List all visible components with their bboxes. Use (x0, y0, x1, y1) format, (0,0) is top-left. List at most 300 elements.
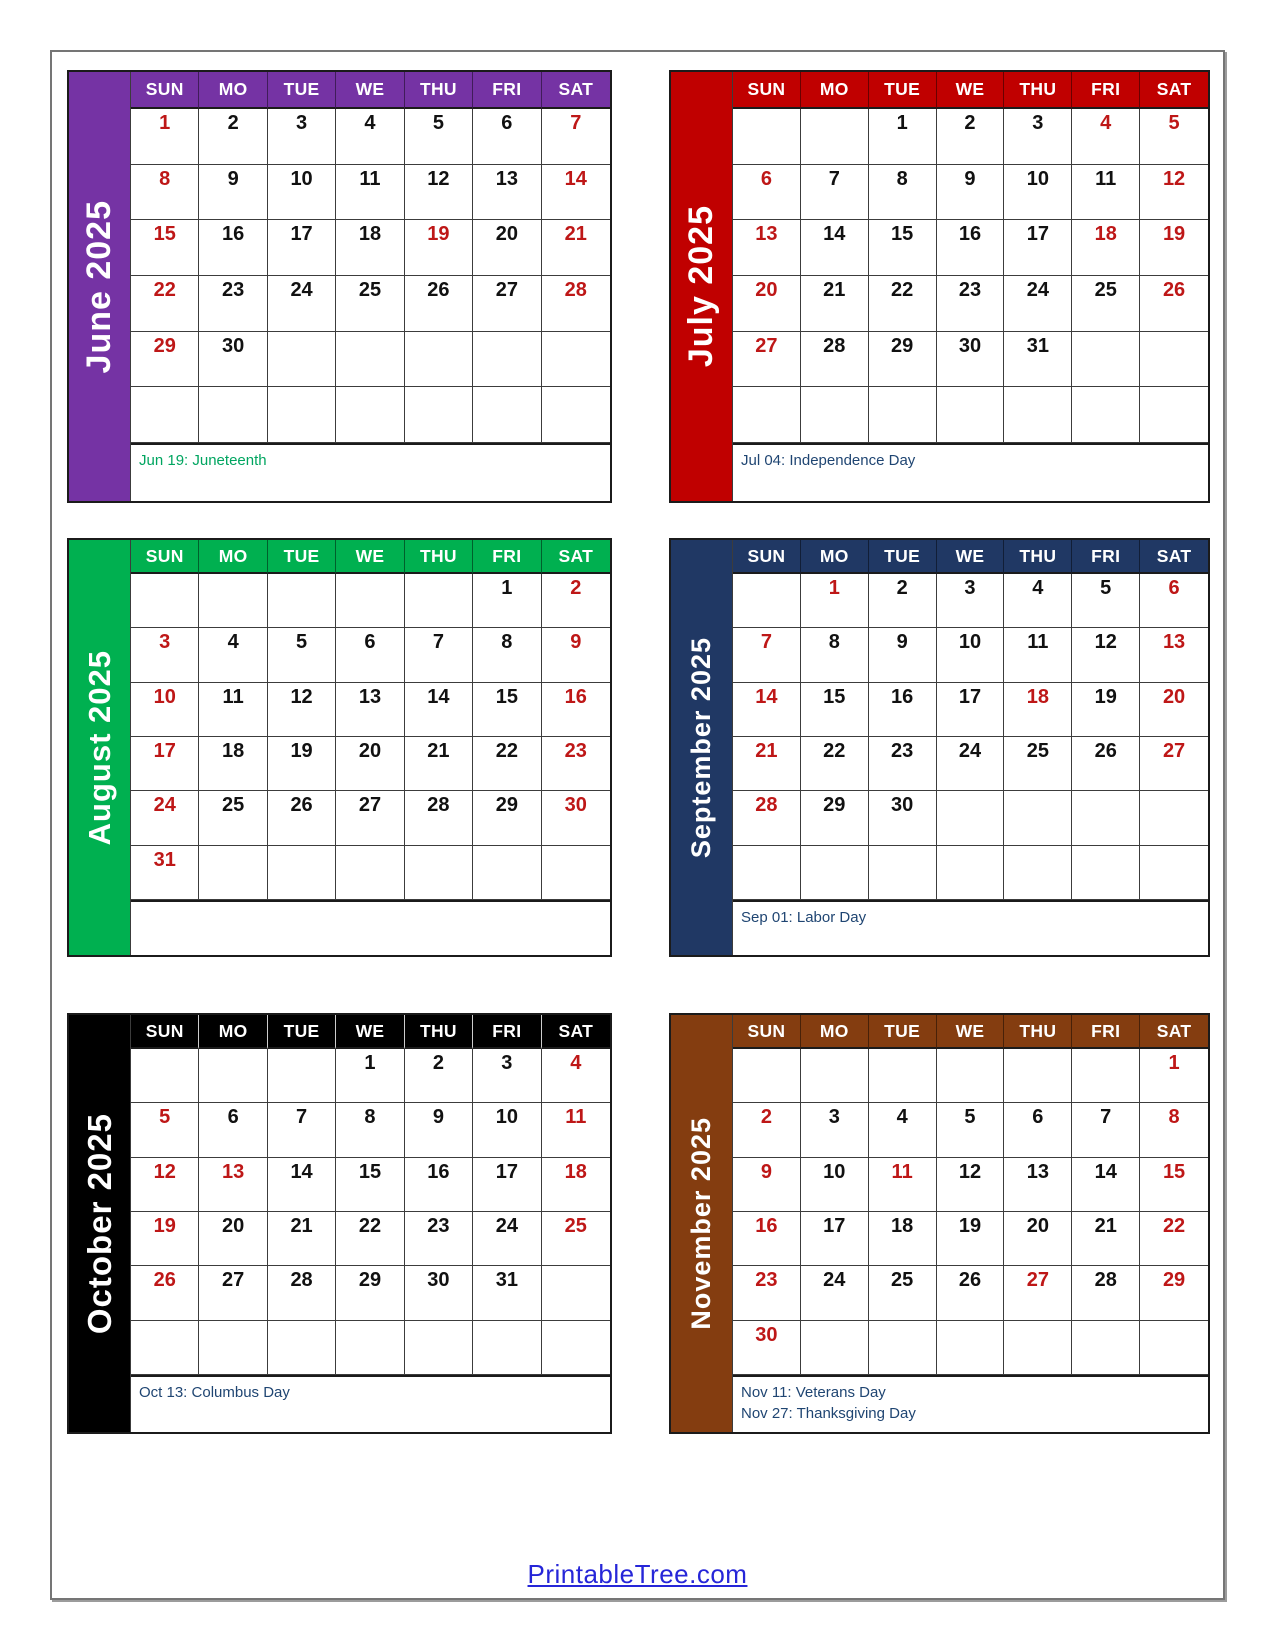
date-cell (1140, 1158, 1208, 1212)
date-cell (199, 109, 267, 165)
date-cell (268, 628, 336, 682)
date-cell (473, 276, 541, 332)
date-cell (869, 1266, 937, 1320)
date-cell (937, 332, 1005, 388)
date-cell (131, 1103, 199, 1157)
date-number: 27 (495, 279, 518, 301)
date-number: 18 (564, 1160, 587, 1183)
date-number: 27 (222, 1269, 245, 1292)
day-header-thu: THU (405, 540, 473, 574)
date-cell (268, 1266, 336, 1320)
holiday-notes (733, 1375, 1208, 1432)
date-cell (801, 737, 869, 791)
date-cell (542, 1266, 610, 1320)
date-number: 13 (1026, 1160, 1049, 1183)
holiday-notes (733, 443, 1208, 501)
day-header-we: WE (937, 540, 1005, 574)
day-header-sun: SUN (131, 1015, 199, 1049)
day-header-sat: SAT (542, 540, 610, 574)
date-cell (1072, 332, 1140, 388)
date-cell (1140, 165, 1208, 221)
day-header-we: WE (336, 72, 404, 109)
date-cell (268, 109, 336, 165)
date-number: 4 (1100, 112, 1112, 134)
date-cell (131, 1049, 199, 1103)
day-header-mo: MO (801, 1015, 869, 1049)
date-cell (268, 574, 336, 628)
date-cell (1072, 628, 1140, 682)
month-label: July 2025 (682, 205, 720, 368)
date-number: 1 (828, 577, 840, 599)
date-cell (1072, 1321, 1140, 1375)
day-header-fri: FRI (473, 1015, 541, 1049)
holiday-note: Sep 01: Labor Day (741, 908, 867, 926)
date-cell (1004, 1049, 1072, 1103)
footer (52, 1559, 1223, 1590)
date-cell (1004, 574, 1072, 628)
date-cell (1004, 220, 1072, 276)
date-number: 29 (495, 794, 518, 817)
date-cell (473, 1049, 541, 1103)
date-cell (1004, 846, 1072, 900)
date-cell (405, 220, 473, 276)
date-cell (1004, 791, 1072, 845)
date-cell (542, 737, 610, 791)
date-cell (199, 574, 267, 628)
date-number: 30 (222, 334, 245, 357)
date-cell (801, 276, 869, 332)
date-cell (937, 1049, 1005, 1103)
day-header-thu: THU (1004, 540, 1072, 574)
date-cell (199, 276, 267, 332)
date-cell (336, 737, 404, 791)
date-number: 8 (828, 631, 840, 654)
date-number: 14 (427, 685, 450, 708)
date-number: 29 (153, 334, 176, 357)
date-cell (405, 1212, 473, 1266)
date-cell (1140, 791, 1208, 845)
date-cell (336, 1103, 404, 1157)
date-cell (733, 165, 801, 221)
date-number: 2 (570, 577, 582, 599)
date-number: 9 (760, 1160, 772, 1183)
date-number: 16 (891, 685, 914, 708)
date-number: 22 (891, 279, 914, 301)
date-cell (473, 1103, 541, 1157)
date-number: 17 (290, 223, 313, 246)
month-sidebar (69, 1015, 131, 1432)
date-number: 21 (755, 739, 778, 762)
date-number: 21 (290, 1214, 313, 1237)
date-cell (405, 628, 473, 682)
date-number: 7 (828, 167, 840, 190)
date-number: 20 (358, 739, 382, 762)
date-number: 24 (290, 279, 313, 301)
date-number: 13 (495, 167, 518, 190)
date-number: 2 (964, 112, 976, 134)
date-number: 10 (823, 1160, 846, 1183)
date-cell (405, 1103, 473, 1157)
date-number: 2 (432, 1052, 444, 1074)
date-cell (268, 165, 336, 221)
date-cell (733, 1049, 801, 1103)
date-number: 7 (1100, 1106, 1112, 1129)
date-cell (937, 791, 1005, 845)
date-cell (1072, 683, 1140, 737)
date-cell (869, 737, 937, 791)
date-number: 17 (958, 685, 982, 708)
date-cell (801, 1212, 869, 1266)
date-cell (336, 109, 404, 165)
date-number: 25 (222, 794, 245, 817)
day-header-sat: SAT (1140, 72, 1208, 109)
date-cell (405, 109, 473, 165)
date-cell (542, 332, 610, 388)
holiday-note: Nov 11: Veterans Day (741, 1383, 886, 1401)
date-cell (473, 683, 541, 737)
date-cell (473, 109, 541, 165)
day-header-mo: MO (801, 72, 869, 109)
date-number: 28 (564, 279, 587, 301)
date-cell (1140, 387, 1208, 443)
date-number: 29 (358, 1269, 382, 1292)
month-label: September 2025 (686, 636, 716, 859)
date-cell (801, 1266, 869, 1320)
date-cell (937, 683, 1005, 737)
date-cell (801, 628, 869, 682)
day-header-sun: SUN (733, 72, 801, 109)
date-cell (268, 737, 336, 791)
date-cell (405, 1158, 473, 1212)
date-number: 27 (755, 334, 778, 357)
date-number: 23 (891, 739, 914, 762)
date-number: 15 (891, 223, 914, 246)
date-number: 23 (958, 279, 982, 301)
date-cell (473, 574, 541, 628)
date-cell (801, 220, 869, 276)
date-cell (473, 1266, 541, 1320)
date-number: 12 (153, 1160, 176, 1183)
date-cell (1072, 1158, 1140, 1212)
date-number: 14 (290, 1160, 313, 1183)
date-cell (1072, 1103, 1140, 1157)
date-cell (1140, 220, 1208, 276)
day-header-we: WE (937, 1015, 1005, 1049)
date-number: 15 (153, 223, 176, 246)
date-number: 4 (570, 1052, 582, 1074)
date-cell (937, 165, 1005, 221)
date-number: 17 (823, 1214, 846, 1237)
date-number: 18 (1094, 223, 1117, 246)
date-cell (1004, 683, 1072, 737)
date-number: 24 (153, 794, 176, 817)
date-cell (199, 628, 267, 682)
month-label: November 2025 (686, 1117, 716, 1330)
date-cell (131, 846, 199, 900)
date-cell (1004, 1212, 1072, 1266)
date-cell (199, 791, 267, 845)
date-cell (733, 791, 801, 845)
date-number: 11 (222, 685, 244, 708)
date-cell (131, 628, 199, 682)
day-header-sun: SUN (733, 1015, 801, 1049)
holiday-note: Jun 19: Juneteenth (139, 452, 267, 469)
date-number: 10 (153, 685, 176, 708)
date-number: 16 (755, 1214, 778, 1237)
date-cell (1140, 1266, 1208, 1320)
date-number: 18 (891, 1214, 914, 1237)
date-number: 22 (358, 1214, 382, 1237)
month-label: October 2025 (80, 1112, 118, 1335)
date-cell (542, 1158, 610, 1212)
day-header-thu: THU (405, 72, 473, 109)
date-number: 6 (501, 112, 513, 134)
date-number: 19 (1162, 223, 1186, 246)
date-number: 14 (564, 167, 587, 190)
date-cell (937, 109, 1005, 165)
date-number: 18 (222, 739, 245, 762)
date-cell (801, 332, 869, 388)
date-number: 4 (364, 112, 376, 134)
date-number: 26 (290, 794, 313, 817)
date-number: 17 (495, 1160, 518, 1183)
footer-link[interactable]: PrintableTree.com (527, 1559, 748, 1589)
date-number: 23 (427, 1214, 450, 1237)
calendar-august-2025 (67, 538, 612, 957)
date-number: 30 (427, 1269, 450, 1292)
calendar-november-2025 (669, 1013, 1210, 1434)
date-cell (869, 165, 937, 221)
day-header-sun: SUN (733, 540, 801, 574)
date-cell (869, 387, 937, 443)
date-number: 24 (958, 739, 982, 762)
date-cell (336, 220, 404, 276)
date-number: 11 (1095, 167, 1117, 190)
date-number: 9 (570, 631, 582, 654)
date-cell (1004, 1266, 1072, 1320)
date-number: 1 (364, 1052, 376, 1074)
date-number: 26 (958, 1269, 982, 1292)
date-cell (1004, 737, 1072, 791)
date-number: 19 (958, 1214, 982, 1237)
date-cell (405, 276, 473, 332)
date-cell (199, 332, 267, 388)
date-number: 28 (823, 334, 846, 357)
date-number: 30 (564, 794, 587, 817)
date-cell (336, 1266, 404, 1320)
date-number: 11 (891, 1160, 913, 1183)
date-cell (1072, 220, 1140, 276)
date-cell (801, 846, 869, 900)
date-cell (733, 276, 801, 332)
date-number: 28 (427, 794, 450, 817)
date-cell (1140, 1103, 1208, 1157)
date-cell (869, 683, 937, 737)
date-cell (1072, 1212, 1140, 1266)
date-cell (1072, 276, 1140, 332)
date-cell (542, 628, 610, 682)
date-cell (733, 1158, 801, 1212)
date-cell (733, 1321, 801, 1375)
date-number: 7 (760, 631, 772, 654)
date-cell (199, 165, 267, 221)
date-cell (1140, 846, 1208, 900)
date-number: 6 (1032, 1106, 1044, 1129)
date-number: 9 (964, 167, 976, 190)
day-header-we: WE (937, 72, 1005, 109)
date-number: 5 (296, 631, 308, 654)
date-cell (542, 846, 610, 900)
date-cell (199, 1103, 267, 1157)
date-cell (1140, 1321, 1208, 1375)
date-cell (405, 737, 473, 791)
date-number: 22 (823, 739, 846, 762)
date-cell (131, 683, 199, 737)
date-number: 11 (1027, 631, 1049, 654)
date-cell (199, 846, 267, 900)
date-number: 21 (564, 223, 587, 246)
date-cell (1072, 165, 1140, 221)
page-frame (50, 50, 1225, 1600)
date-cell (542, 165, 610, 221)
day-header-thu: THU (405, 1015, 473, 1049)
date-cell (801, 1103, 869, 1157)
date-cell (1072, 387, 1140, 443)
date-number: 15 (358, 1160, 382, 1183)
holiday-note: Nov 27: Thanksgiving Day (741, 1404, 916, 1422)
date-number: 20 (755, 279, 778, 301)
month-sidebar (671, 72, 733, 501)
date-cell (473, 1158, 541, 1212)
date-cell (733, 737, 801, 791)
date-number: 27 (358, 794, 382, 817)
date-number: 3 (1032, 112, 1044, 134)
date-cell (199, 387, 267, 443)
date-number: 6 (364, 631, 376, 654)
date-cell (405, 574, 473, 628)
date-number: 10 (1026, 167, 1049, 190)
date-cell (869, 1158, 937, 1212)
holiday-notes (131, 443, 610, 501)
date-cell (199, 1212, 267, 1266)
date-cell (869, 276, 937, 332)
date-number: 29 (823, 794, 846, 817)
date-number: 1 (896, 112, 908, 134)
date-number: 12 (1162, 167, 1186, 190)
date-cell (937, 574, 1005, 628)
day-header-fri: FRI (1072, 72, 1140, 109)
date-cell (937, 846, 1005, 900)
date-number: 20 (1162, 685, 1186, 708)
date-cell (131, 1212, 199, 1266)
date-cell (1072, 846, 1140, 900)
date-cell (542, 220, 610, 276)
date-cell (199, 737, 267, 791)
date-cell (1072, 791, 1140, 845)
day-header-we: WE (336, 540, 404, 574)
date-cell (1140, 1212, 1208, 1266)
date-cell (1072, 574, 1140, 628)
day-header-thu: THU (1004, 72, 1072, 109)
date-cell (268, 846, 336, 900)
date-number: 11 (565, 1106, 587, 1129)
date-cell (131, 737, 199, 791)
month-sidebar (69, 540, 131, 955)
date-number: 23 (564, 739, 587, 762)
date-number: 24 (495, 1214, 518, 1237)
date-cell (1004, 165, 1072, 221)
date-cell (1140, 1049, 1208, 1103)
date-cell (336, 846, 404, 900)
date-number: 3 (501, 1052, 513, 1074)
day-header-mo: MO (199, 72, 267, 109)
date-number: 25 (891, 1269, 914, 1292)
date-cell (869, 332, 937, 388)
date-cell (733, 109, 801, 165)
date-number: 7 (432, 631, 444, 654)
date-cell (336, 1158, 404, 1212)
date-cell (473, 1321, 541, 1375)
date-number: 8 (501, 631, 513, 654)
date-number: 6 (760, 167, 772, 190)
calendar-september-2025 (669, 538, 1210, 957)
date-number: 1 (1168, 1052, 1180, 1074)
date-cell (336, 574, 404, 628)
date-number: 20 (495, 223, 518, 246)
date-number: 12 (958, 1160, 982, 1183)
date-number: 9 (896, 631, 908, 654)
date-cell (131, 387, 199, 443)
date-cell (199, 1321, 267, 1375)
date-cell (937, 1158, 1005, 1212)
date-cell (869, 574, 937, 628)
day-header-sun: SUN (131, 540, 199, 574)
date-number: 13 (222, 1160, 245, 1183)
date-number: 21 (427, 739, 450, 762)
date-cell (542, 1212, 610, 1266)
date-cell (937, 628, 1005, 682)
date-cell (336, 683, 404, 737)
date-cell (801, 1049, 869, 1103)
calendar-july-2025 (669, 70, 1210, 503)
day-header-tue: TUE (268, 72, 336, 109)
date-cell (405, 1049, 473, 1103)
date-cell (336, 791, 404, 845)
date-cell (1140, 683, 1208, 737)
date-cell (733, 332, 801, 388)
date-cell (733, 1212, 801, 1266)
date-number: 31 (1026, 334, 1049, 357)
date-cell (1140, 737, 1208, 791)
date-number: 12 (427, 167, 450, 190)
date-cell (1072, 737, 1140, 791)
date-cell (801, 387, 869, 443)
date-number: 21 (823, 279, 846, 301)
date-number: 9 (432, 1106, 444, 1129)
day-header-mo: MO (801, 540, 869, 574)
month-label: August 2025 (81, 649, 117, 846)
date-cell (1004, 276, 1072, 332)
date-cell (473, 737, 541, 791)
date-number: 5 (1168, 112, 1180, 134)
date-number: 31 (153, 848, 176, 871)
date-number: 14 (823, 223, 846, 246)
day-header-sat: SAT (1140, 1015, 1208, 1049)
date-number: 20 (1026, 1214, 1049, 1237)
date-number: 12 (1094, 631, 1117, 654)
date-cell (199, 1266, 267, 1320)
date-cell (937, 737, 1005, 791)
